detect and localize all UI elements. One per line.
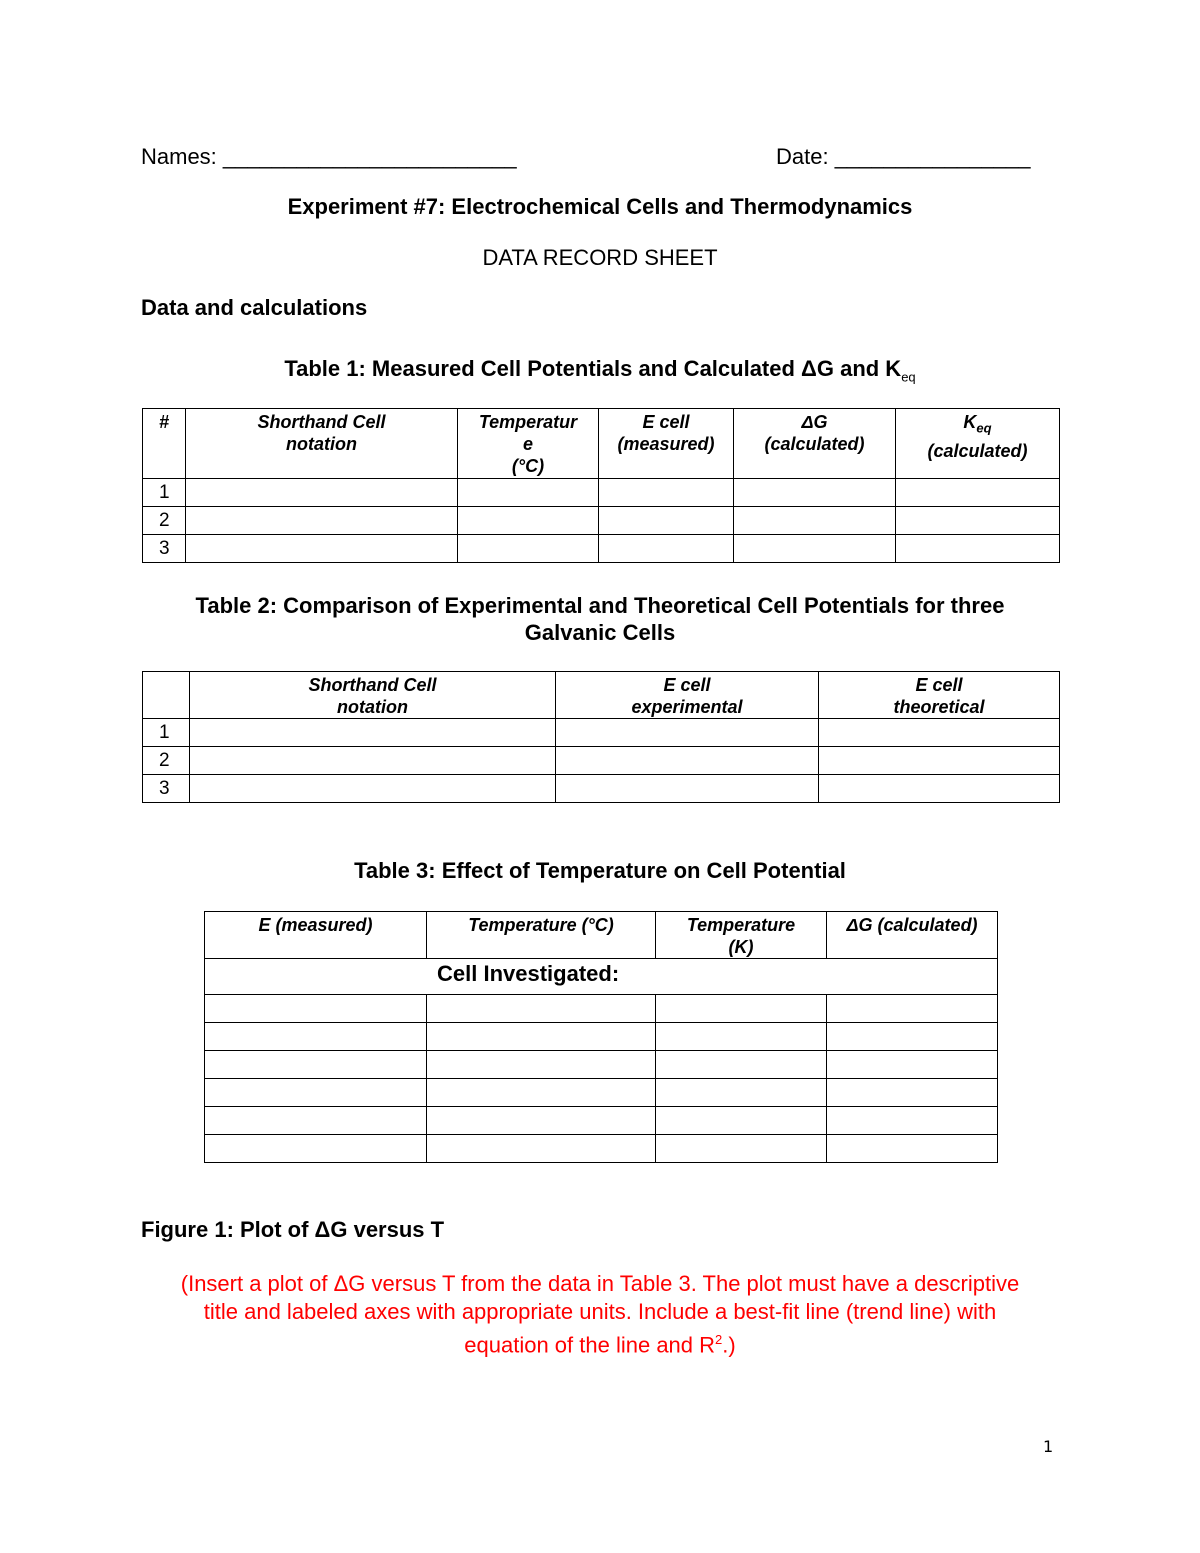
table-cell[interactable] [427,1051,656,1079]
table1-caption-sub: eq [901,369,916,385]
table3-caption-bold: Table 3 [354,858,429,883]
table-cell[interactable] [427,1107,656,1135]
table2-header-shorthand: Shorthand Cell notation [190,672,556,719]
table1-row-number: 3 [143,535,186,563]
table-cell[interactable] [458,535,599,563]
table2-caption-line1: Table 2: Comparison of Experimental and Theoretical Cell Potentials for three [195,593,1005,618]
table3 [204,911,998,1163]
table1-header-keq: $K_{eq}$ (calculated) [896,409,1060,479]
table-cell[interactable] [186,479,458,507]
table2-caption-line2: Galvanic Cells [524,620,676,645]
table2-header-experimental: E cell experimental [556,672,819,719]
table-cell[interactable] [819,775,1060,803]
figure-note-end: .) [722,1332,736,1358]
names-field[interactable]: Names: ________________________ [141,144,517,169]
table2-row-number: 1 [143,719,190,747]
table-cell[interactable] [827,1079,998,1107]
document-subtitle: DATA RECORD SHEET [482,245,718,270]
table-cell[interactable] [827,995,998,1023]
table2-caption [0,592,1200,646]
table-cell[interactable] [186,507,458,535]
table-cell[interactable] [205,1107,427,1135]
table1-header-temperature: Temperatur e (°C) [458,409,599,479]
table-cell[interactable] [656,1079,827,1107]
table-cell[interactable] [427,995,656,1023]
table-cell[interactable] [205,995,427,1023]
table-cell[interactable] [599,535,734,563]
table-cell[interactable] [896,535,1060,563]
table3-caption-rest: : Effect of Temperature on Cell Potential [428,858,846,883]
table-cell[interactable] [458,479,599,507]
table-cell[interactable] [427,1135,656,1163]
table2-header-blank [143,672,190,719]
document-title: Experiment #7: Electrochemical Cells and Thermodynamics [287,194,913,219]
table-cell[interactable] [734,535,896,563]
table2-row-number: 2 [143,747,190,775]
table3-header-dg: ΔG (calculated) [827,912,998,959]
table2-header-theoretical: E cell theoretical [819,672,1060,719]
table-cell[interactable] [556,775,819,803]
table-cell[interactable] [205,1079,427,1107]
table-cell[interactable] [656,1051,827,1079]
table-cell[interactable] [186,535,458,563]
table-cell[interactable] [656,995,827,1023]
table-cell[interactable] [458,507,599,535]
figure-caption: Figure 1: Plot of ΔG versus T [141,1217,445,1242]
cell-investigated-label: Cell Investigated: [205,959,998,995]
table-cell[interactable] [656,1107,827,1135]
table1-row-number: 2 [143,507,186,535]
table-cell[interactable] [205,1135,427,1163]
table-cell[interactable] [819,719,1060,747]
table-cell[interactable] [827,1107,998,1135]
table-cell[interactable] [427,1023,656,1051]
table3-header-e-measured: E (measured) [205,912,427,959]
table-cell[interactable] [827,1023,998,1051]
table1-row-number: 1 [143,479,186,507]
section-heading: Data and calculations [141,295,368,320]
table-cell[interactable] [556,719,819,747]
table1-header-shorthand: Shorthand Cell notation [186,409,458,479]
figure-instructions [0,1270,1200,1359]
table3-caption [0,858,1200,884]
table-cell[interactable] [190,775,556,803]
table-cell[interactable] [599,507,734,535]
figure-note-sup: 2 [715,1332,723,1347]
table3-header-temp-c: Temperature (°C) [427,912,656,959]
table1 [142,408,1060,563]
table3-header-temp-k: Temperature (K) [656,912,827,959]
table2-row-number: 3 [143,775,190,803]
date-field[interactable]: Date: ________________ [776,144,1031,169]
table-cell[interactable] [427,1079,656,1107]
table-cell[interactable] [656,1023,827,1051]
table-cell[interactable] [827,1051,998,1079]
table1-header-ecell: E cell (measured) [599,409,734,479]
page-number: 1 [1043,1437,1054,1456]
table-cell[interactable] [827,1135,998,1163]
table-cell[interactable] [819,747,1060,775]
table-cell[interactable] [599,479,734,507]
table-cell[interactable] [556,747,819,775]
table1-caption [0,356,1200,384]
table1-header-num: # [143,409,186,479]
figure-note-line3: equation of the line and R [464,1332,716,1358]
table-cell[interactable] [734,507,896,535]
table1-caption-main: Table 1: Measured Cell Potentials and Calculated ΔG and K [284,356,902,381]
figure-note-line1: (Insert a plot of ΔG versus T from the data in Table 3. The plot must have a descriptive [180,1271,1020,1296]
table1-header-dg: ΔG (calculated) [734,409,896,479]
table-cell[interactable] [656,1135,827,1163]
table-cell[interactable] [734,479,896,507]
table-cell[interactable] [190,747,556,775]
table-cell[interactable] [205,1023,427,1051]
table2 [142,671,1060,803]
table-cell[interactable] [896,479,1060,507]
table-cell[interactable] [190,719,556,747]
figure-note-line2: title and labeled axes with appropriate units. Include a best-fit line (trend line) with [203,1299,997,1324]
table-cell[interactable] [896,507,1060,535]
table-cell[interactable] [205,1051,427,1079]
